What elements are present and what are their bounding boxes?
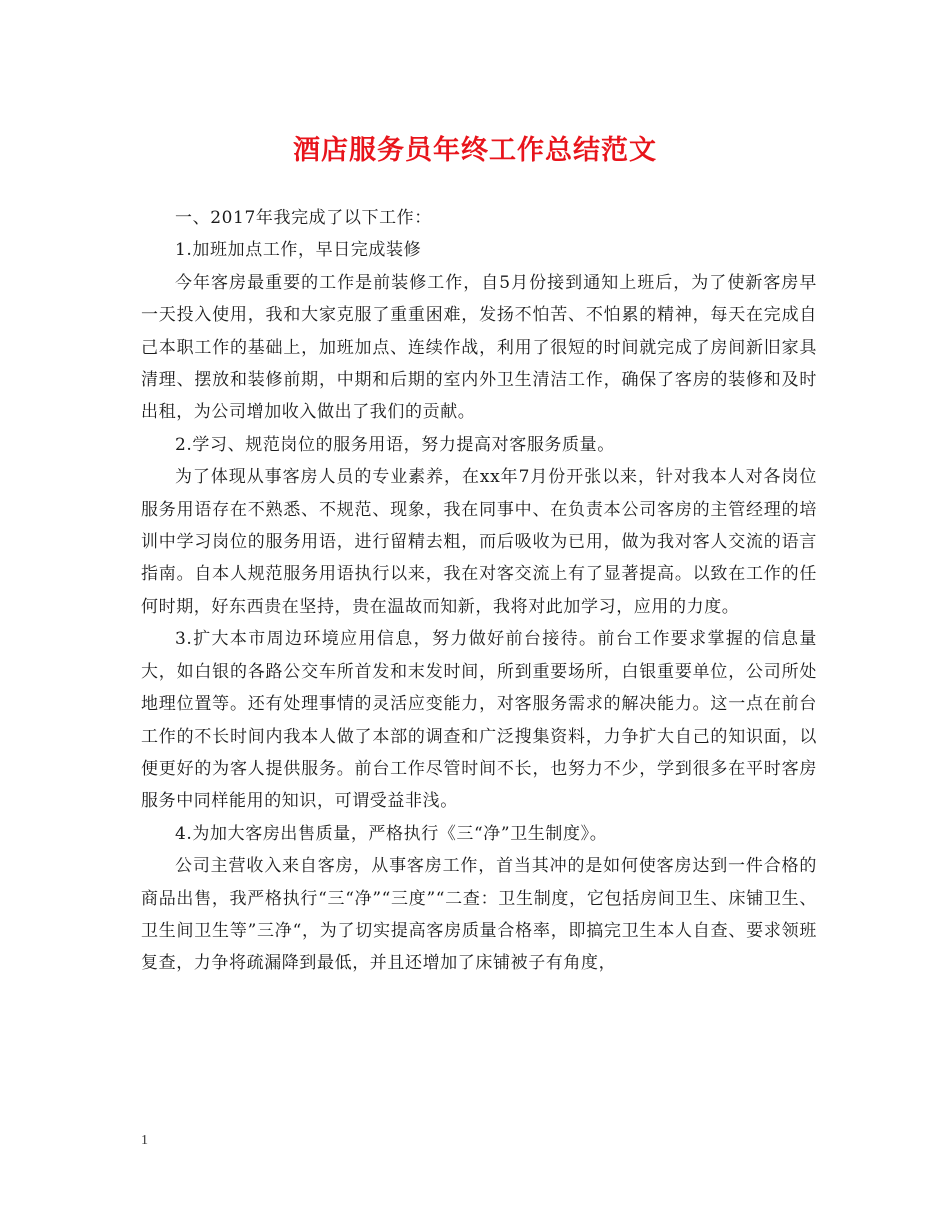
document-title: 酒店服务员年终工作总结范文 bbox=[293, 135, 657, 166]
paragraph-item-2-heading: 2.学习、规范岗位的服务用语，努力提高对客服务质量。 bbox=[175, 434, 615, 455]
paragraph-item-4-body: 公司主营收入来自客房，从事客房工作，首当其冲的是如何使客房达到一件合格的商品出售，我严格执行“三“净”“三度”“二查：卫生制度，它包括房间卫生、床铺卫生、卫生间卫生等”三净“，为了切实提高客房质量合格率，即搞完卫生本人自查、要求领班复查，力争将疏漏降到最低，并且还增加了床铺被子有角度， bbox=[141, 856, 817, 974]
paragraph-item-1-body: 今年客房最重要的工作是前装修工作，自5月份接到通知上班后，为了使新客房早一天投入使用，我和大家克服了重重困难，发扬不怕苦、不怕累的精神，每天在完成自己本职工作的基础上，加班加点、连续作战，利用了很短的时间就完成了房间新旧家具清理、摆放和装修前期，中期和后期的室内外卫生清洁工作，确保了客房的装修和及时出租，为公司增加收入做出了我们的贡献。 bbox=[141, 272, 817, 423]
document-body bbox=[141, 202, 817, 980]
paragraph-item-3-body: 3.扩大本市周边环境应用信息，努力做好前台接待。前台工作要求掌握的信息量大，如白银的各路公交车所首发和末发时间，所到重要场所，白银重要单位，公司所处地理位置等。还有处理事情的灵活应变能力，对客服务需求的解决能力。这一点在前台工作的不长时间内我本人做了本部的调查和广泛搜集资料，力争扩大自己的知识面，以便更好的为客人提供服务。前台工作尽管时间不长，也努力不少，学到很多在平时客房服务中同样能用的知识，可谓受益非浅。 bbox=[141, 629, 817, 812]
paragraph-item-2-body: 为了体现从事客房人员的专业素养，在xx年7月份开张以来，针对我本人对各岗位服务用语存在不熟悉、不规范、现象，我在同事中、在负责本公司客房的主管经理的培训中学习岗位的服务用语，进行留精去粗，而后吸收为已用，做为我对客人交流的语言指南。自本人规范服务用语执行以来，我在对客交流上有了显著提高。以致在工作的任何时期，好东西贵在坚持，贵在温故而知新，我将对此加学习，应用的力度。 bbox=[141, 467, 817, 617]
page-number: 1 bbox=[141, 1133, 148, 1148]
paragraph-item-4-heading: 4.为加大客房出售质量，严格执行《三“净”卫生制度》。 bbox=[175, 823, 608, 844]
paragraph-section-heading: 一、2017年我完成了以下工作： bbox=[175, 208, 432, 228]
paragraph-item-1-heading: 1.加班加点工作，早日完成装修 bbox=[175, 240, 422, 261]
